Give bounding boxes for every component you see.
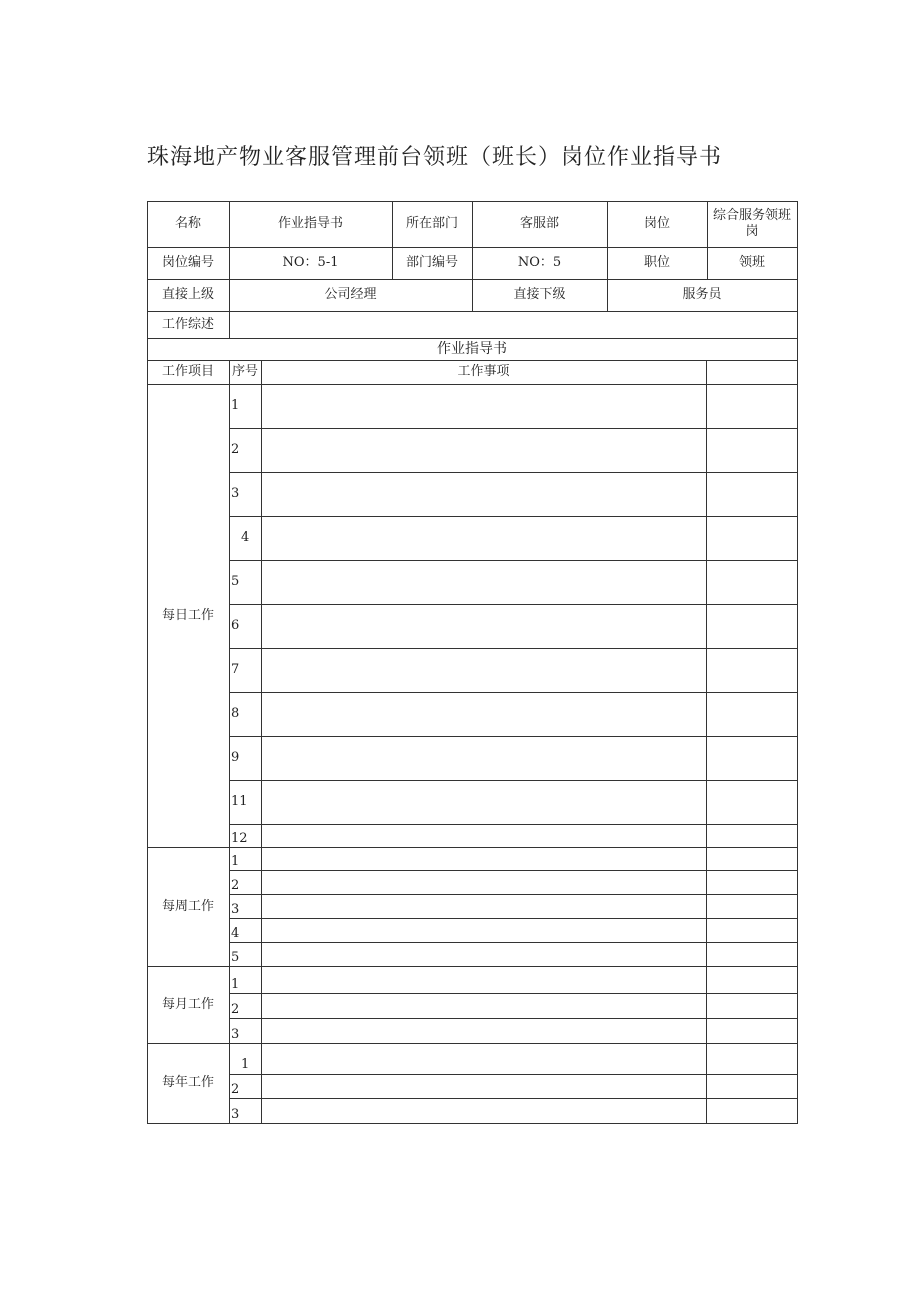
note-cell — [706, 472, 797, 516]
table-rule — [147, 1123, 798, 1124]
header-item: 工作项目 — [161, 364, 214, 379]
document-title: 珠海地产物业客服管理前台领班（班长）岗位作业指导书 — [147, 145, 723, 170]
dept-label: 所在部门 — [405, 216, 458, 231]
seq-number: 12 — [231, 831, 248, 846]
note-cell — [706, 516, 797, 560]
group-label: 每周工作 — [161, 898, 214, 914]
seq-number: 3 — [231, 902, 240, 917]
seq-number: 1 — [231, 977, 240, 992]
name-label: 名称 — [174, 216, 201, 231]
task-cell — [261, 942, 706, 966]
table-rule — [797, 201, 798, 1124]
post-no-value: NO：5-1 — [282, 255, 339, 270]
seq-number: 5 — [231, 950, 240, 965]
superior-value: 公司经理 — [324, 287, 377, 302]
seq-number: 1 — [241, 1057, 250, 1072]
note-cell — [706, 942, 797, 966]
task-cell — [261, 428, 706, 472]
note-cell — [706, 1018, 797, 1043]
note-cell — [706, 1074, 797, 1098]
seq-number: 11 — [231, 794, 248, 809]
note-cell — [706, 604, 797, 648]
task-cell — [261, 384, 706, 428]
task-cell — [261, 870, 706, 894]
note-cell — [706, 428, 797, 472]
note-cell — [706, 847, 797, 870]
task-cell — [261, 604, 706, 648]
task-cell — [261, 516, 706, 560]
dept-no-value: NO：5 — [517, 255, 562, 270]
group-label: 每日工作 — [161, 607, 214, 623]
task-cell — [261, 692, 706, 736]
note-cell — [706, 1043, 797, 1074]
seq-number: 2 — [231, 442, 240, 457]
header-seq: 序号 — [232, 364, 259, 379]
position-label: 职位 — [643, 255, 670, 270]
task-cell — [261, 648, 706, 692]
note-cell — [706, 648, 797, 692]
post-value: 综合服务领班岗 — [712, 208, 791, 239]
header-task: 工作事项 — [457, 364, 510, 379]
note-cell — [706, 736, 797, 780]
task-cell — [261, 1074, 706, 1098]
task-cell — [261, 472, 706, 516]
group-label: 每年工作 — [161, 1075, 214, 1090]
task-cell — [261, 1043, 706, 1074]
seq-number: 3 — [231, 486, 240, 501]
name-value: 作业指导书 — [277, 216, 343, 231]
summary-label: 工作综述 — [161, 316, 214, 332]
task-cell — [261, 847, 706, 870]
seq-number: 6 — [231, 618, 240, 633]
note-cell — [706, 966, 797, 993]
note-cell — [706, 870, 797, 894]
task-cell — [261, 1018, 706, 1043]
task-cell — [261, 894, 706, 918]
seq-number: 4 — [231, 926, 240, 941]
seq-number: 4 — [241, 530, 250, 545]
note-cell — [706, 918, 797, 942]
group-label: 每月工作 — [161, 996, 214, 1012]
note-cell — [706, 692, 797, 736]
note-cell — [706, 384, 797, 428]
position-value: 领班 — [738, 255, 765, 270]
task-cell — [261, 824, 706, 847]
seq-number: 3 — [231, 1107, 240, 1122]
task-cell — [261, 966, 706, 993]
note-cell — [706, 894, 797, 918]
dept-value: 客服部 — [519, 216, 559, 231]
task-cell — [261, 780, 706, 824]
note-cell — [706, 1098, 797, 1123]
subordinate-value: 服务员 — [682, 287, 722, 302]
header-note — [706, 360, 797, 384]
seq-number: 5 — [231, 574, 240, 589]
subordinate-label: 直接下级 — [513, 287, 566, 302]
section-title: 作业指导书 — [437, 341, 507, 357]
task-cell — [261, 560, 706, 604]
task-cell — [261, 736, 706, 780]
note-cell — [706, 824, 797, 847]
note-cell — [706, 993, 797, 1018]
seq-number: 2 — [231, 878, 240, 893]
seq-number: 9 — [231, 750, 240, 765]
task-cell — [261, 918, 706, 942]
task-cell — [261, 1098, 706, 1123]
note-cell — [706, 560, 797, 604]
summary-value — [229, 311, 797, 338]
seq-number: 1 — [231, 854, 240, 869]
dept-no-label: 部门编号 — [405, 255, 458, 270]
seq-number: 2 — [231, 1002, 240, 1017]
post-no-label: 岗位编号 — [161, 255, 214, 270]
superior-label: 直接上级 — [161, 287, 214, 302]
note-cell — [706, 780, 797, 824]
seq-number: 2 — [231, 1082, 240, 1097]
seq-number: 8 — [231, 706, 240, 721]
post-label: 岗位 — [643, 216, 670, 231]
seq-number: 7 — [231, 662, 240, 677]
seq-number: 3 — [231, 1027, 240, 1042]
seq-number: 1 — [231, 398, 240, 413]
task-cell — [261, 993, 706, 1018]
